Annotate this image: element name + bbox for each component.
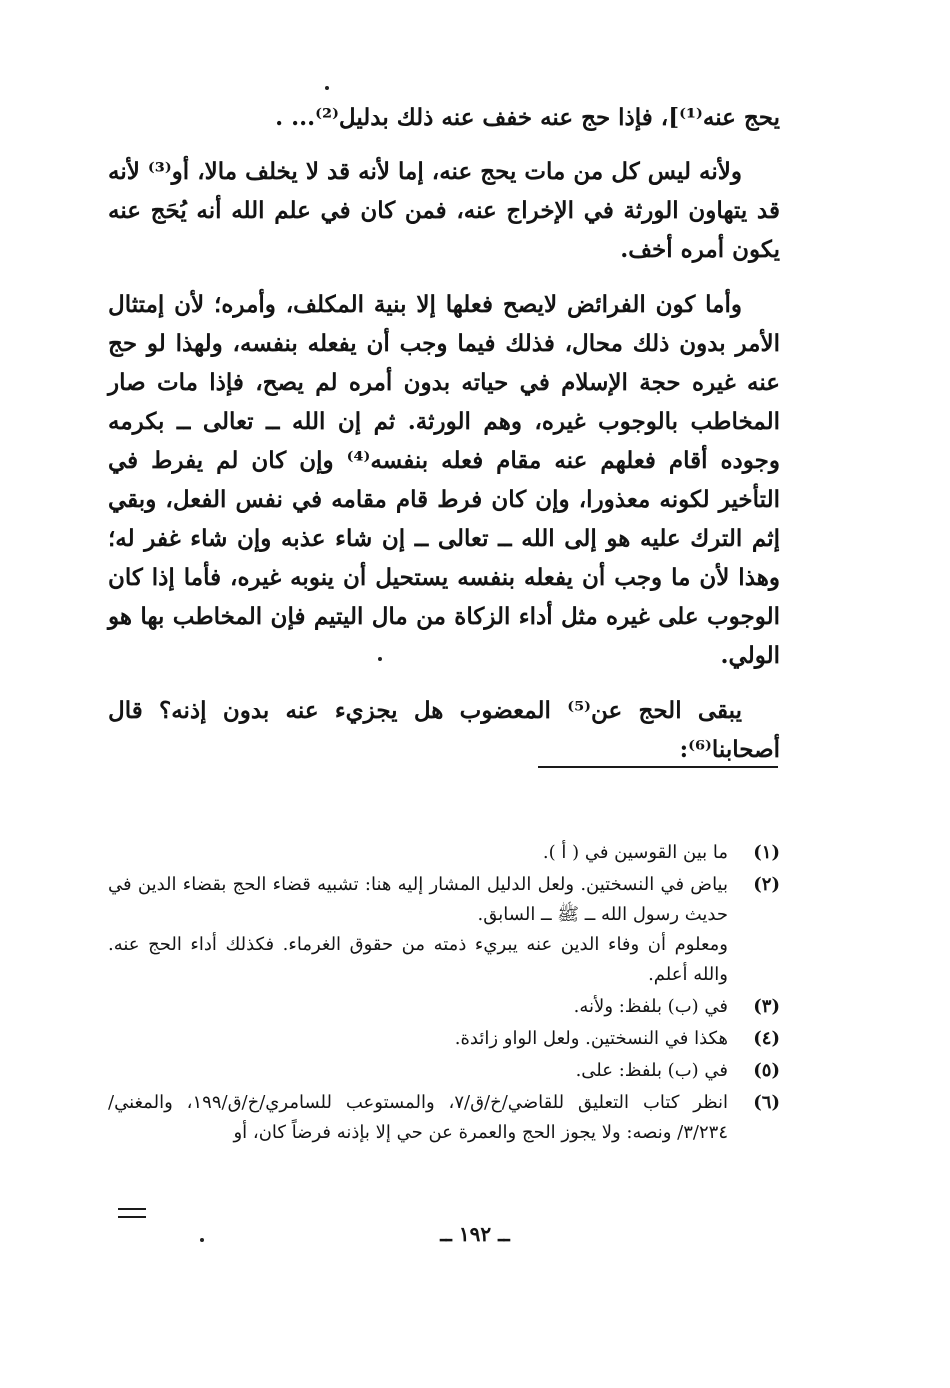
footnote-number: (٣) [753, 996, 780, 1017]
footnote-line: بياض في النسختين. ولعل الدليل المشار إليه هنا: تشبيه قضاء الحج بقضاء الدين في حديث رسول الله ــ ﷺ ــ السابق. [108, 874, 728, 925]
footnote-text [108, 1056, 728, 1086]
footnote-text [108, 870, 728, 990]
footnotes-section [108, 838, 780, 1150]
footnote-separator [538, 766, 778, 768]
paragraph-2: ولأنه ليس كل من مات يحج عنه، إما لأنه قد لا يخلف مالا، أو⁽³⁾ لأنه قد يتهاون الورثة في الإخراج عنه، فمن كان في علم الله أنه يُحَج عنه يكون أمره أخف. [108, 158, 780, 263]
footnote-number: (٥) [753, 1060, 780, 1081]
speck [200, 1238, 204, 1242]
paragraph-1: يحج عنه⁽¹⁾]، فإذا حج عنه خفف عنه ذلك بدليل⁽²⁾... . [275, 104, 780, 131]
footnote-line: ومعلوم أن وفاء الدين عنه يبريء ذمته من حقوق الغرماء. فكذلك أداء الحج عنه. والله أعلم. [108, 934, 728, 985]
footnote-text [108, 838, 728, 868]
footnote-line: ما بين القوسين في ( أ ). [542, 842, 728, 863]
footnote-1 [108, 838, 780, 868]
footnote-number: (٦) [753, 1092, 780, 1113]
footnote-number: (٢) [753, 874, 780, 895]
paragraph-4: يبقى الحج عن⁽⁵⁾ المعضوب هل يجزيء عنه بدون إذنه؟ قال أصحابنا⁽⁶⁾: [108, 697, 780, 763]
footnote-line: في (ب) بلفظ: على. [575, 1060, 728, 1081]
speck [325, 86, 329, 90]
paragraph-3: وأما كون الفرائض لايصح فعلها إلا بنية المكلف، وأمره؛ لأن إمتثال الأمر بدون ذلك محال، فذلك فيما وجب أن يفعله بنفسه، ولهذا لو حج عنه غيره حجة الإسلام في حياته بدون أمره لم يصح، فإذا مات صار المخاطب بالوجوب غيره، وهم الورثة. ثم إن الله ــ تعالى ــ بكرمه وجوده أقام فعلهم عنه مقام فعله بنفسه⁽⁴⁾ وإن كان لم يفرط في التأخير لكونه معذورا، وإن كان فرط قام مقامه في نفس الفعل، وبقي إثم الترك عليه هو إلى الله ــ تعالى ــ إن شاء عذبه وإن شاء غفر له؛ وهذا لأن ما وجب أن يفعله بنفسه يستحيل أن ينوبه غيره، فأما إذا كان الوجوب على غيره مثل أداء الزكاة من مال اليتيم فإن المخاطب بها هو الولي. [108, 291, 781, 669]
footnote-number: (٤) [753, 1028, 780, 1049]
footnote-number: (١) [753, 842, 780, 863]
main-text [108, 98, 780, 785]
footnote-line: في (ب) بلفظ: ولأنه. [573, 996, 728, 1017]
footnote-text [108, 1088, 728, 1148]
footnote-4 [108, 1024, 780, 1054]
footnote-6 [108, 1088, 780, 1148]
page-number: ــ ١٩٢ ــ [440, 1222, 510, 1246]
footnote-line: هكذا في النسختين. ولعل الواو زائدة. [454, 1028, 728, 1049]
footnote-3 [108, 992, 780, 1022]
footnote-line: انظر كتاب التعليق للقاضي/خ/ق/٧، والمستوعب للسامري/خ/ق/١٩٩، والمغني/٣/٢٣٤/ ونصه: ولا يجوز الحج والعمرة عن حي إلا بإذنه فرضاً كان، أو [108, 1092, 728, 1143]
speck [378, 657, 382, 661]
footnote-continuation-mark [118, 1208, 146, 1218]
footnote-text [108, 992, 728, 1022]
footnote-text [108, 1024, 728, 1054]
footnote-2 [108, 870, 780, 990]
footnote-5 [108, 1056, 780, 1086]
